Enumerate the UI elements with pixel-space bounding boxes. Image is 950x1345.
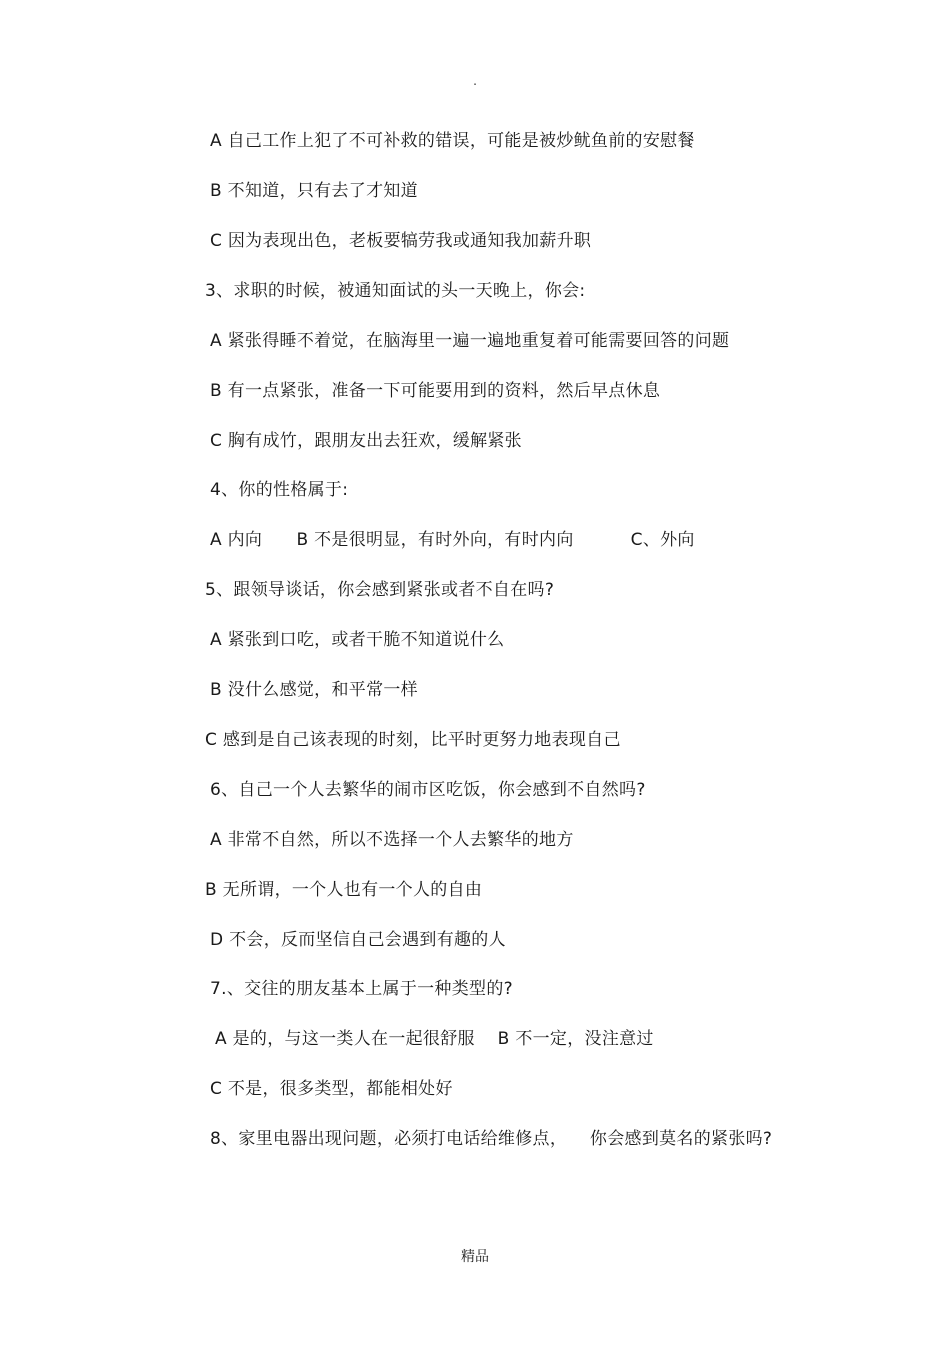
question-line: 6、自己一个人去繁华的闹市区吃饭，你会感到不自然吗? bbox=[210, 780, 646, 800]
option-line: C 不是，很多类型，都能相处好 bbox=[210, 1079, 453, 1099]
option-line: A 自己工作上犯了不可补救的错误，可能是被炒鱿鱼前的安慰餐 bbox=[210, 131, 695, 151]
option-line: B 有一点紧张，准备一下可能要用到的资料，然后早点休息 bbox=[210, 381, 661, 401]
option-line: B 不知道，只有去了才知道 bbox=[210, 181, 418, 201]
option-line: A 紧张得睡不着觉，在脑海里一遍一遍地重复着可能需要回答的问题 bbox=[210, 331, 730, 351]
question-line: 4、你的性格属于: bbox=[210, 480, 349, 500]
option-line: A 紧张到口吃，或者干脆不知道说什么 bbox=[210, 630, 505, 650]
question-line: 8、家里电器出现问题，必须打电话给维修点， 你会感到莫名的紧张吗? bbox=[210, 1129, 773, 1149]
option-line: B 无所谓，一个人也有一个人的自由 bbox=[205, 880, 483, 900]
option-line: A 是的，与这一类人在一起很舒服 B 不一定，没注意过 bbox=[215, 1029, 654, 1049]
header-mark: . bbox=[473, 74, 477, 88]
option-line: A 内向 B 不是很明显，有时外向，有时内向 C、外向 bbox=[210, 530, 695, 550]
option-line: C 感到是自己该表现的时刻，比平时更努力地表现自己 bbox=[205, 730, 621, 750]
option-line: A 非常不自然，所以不选择一个人去繁华的地方 bbox=[210, 830, 574, 850]
question-line: 7.、交往的朋友基本上属于一种类型的? bbox=[210, 979, 513, 999]
option-line: C 因为表现出色，老板要犒劳我或通知我加薪升职 bbox=[210, 231, 592, 251]
question-line: 3、求职的时候，被通知面试的头一天晚上，你会: bbox=[205, 281, 586, 301]
question-line: 5、跟领导谈话，你会感到紧张或者不自在吗? bbox=[205, 580, 555, 600]
option-line: D 不会，反而坚信自己会遇到有趣的人 bbox=[210, 930, 506, 950]
page-footer: 精品 bbox=[461, 1249, 489, 1265]
option-line: B 没什么感觉，和平常一样 bbox=[210, 680, 418, 700]
option-line: C 胸有成竹，跟朋友出去狂欢，缓解紧张 bbox=[210, 431, 522, 451]
